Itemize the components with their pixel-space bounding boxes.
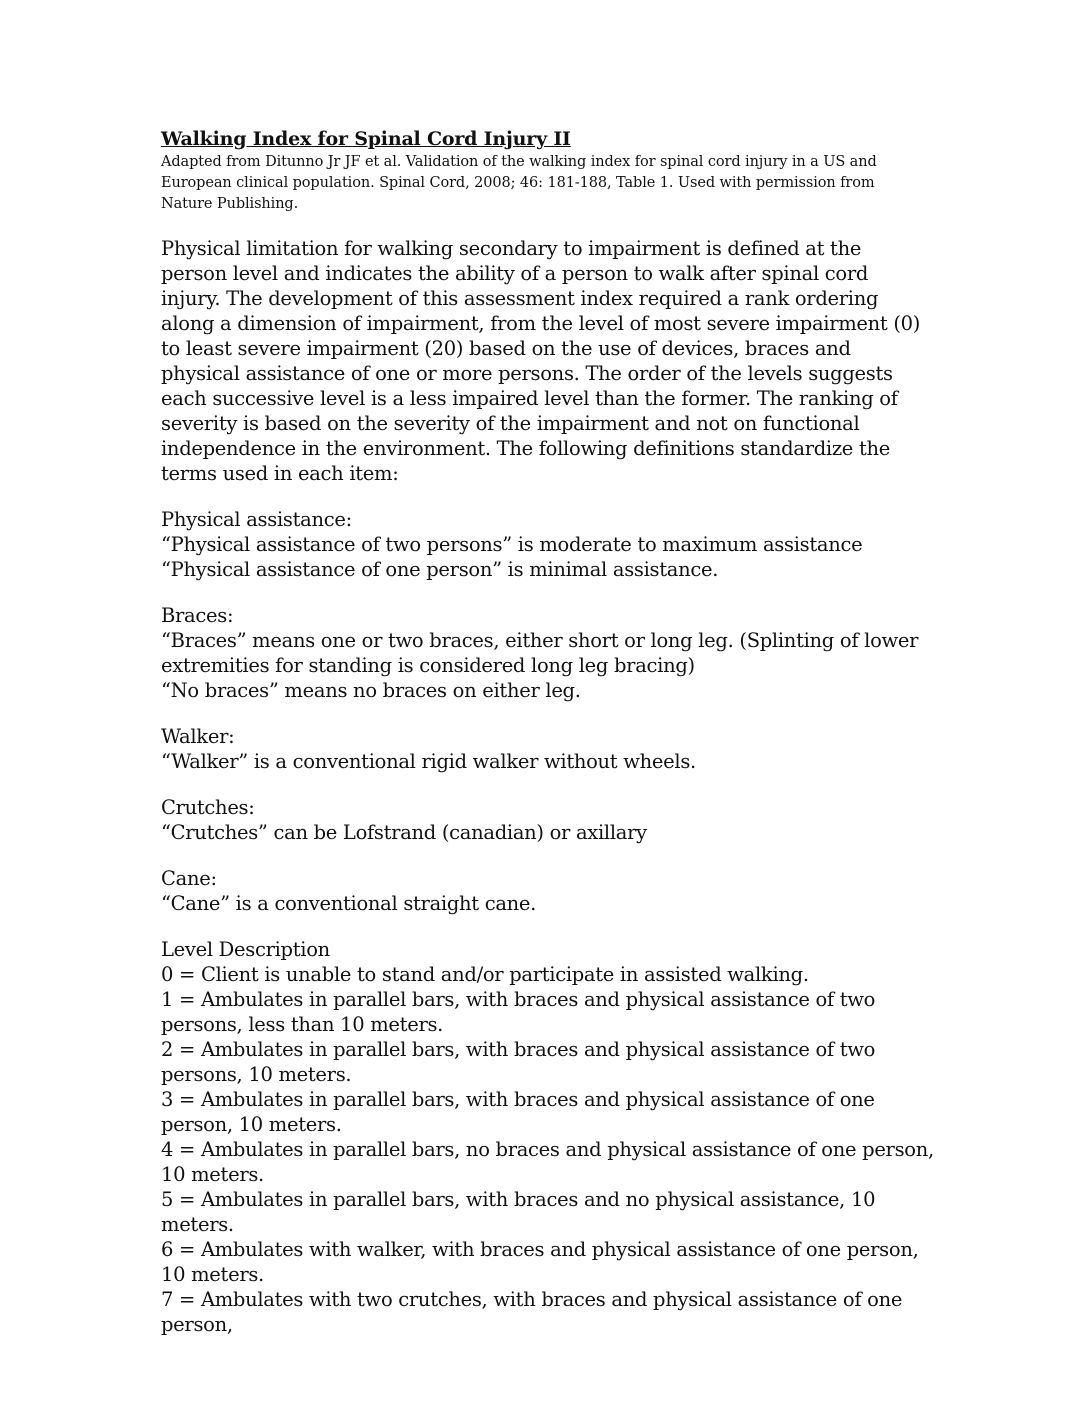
section-walker bbox=[161, 724, 941, 774]
document-page bbox=[161, 126, 941, 1337]
level-item: 4 = Ambulates in parallel bars, no braces and physical assistance of one person, 10 meters. bbox=[161, 1138, 934, 1186]
document-title: Walking Index for Spinal Cord Injury II bbox=[161, 128, 571, 150]
definition-line: “Braces” means one or two braces, either short or long leg. (Splinting of lower extremities for standing is considered long leg bracing) bbox=[161, 629, 919, 677]
citation: Adapted from Ditunno Jr JF et al. Validation of the walking index for spinal cord injury in a US and European clinical population. Spinal Cord, 2008; 46: 181-188, Table 1. Used with permission from Nature Publishing. bbox=[161, 154, 877, 212]
section-heading: Braces: bbox=[161, 604, 234, 627]
section-braces bbox=[161, 603, 941, 703]
level-description-list bbox=[161, 937, 936, 1337]
section-physical-assistance bbox=[161, 507, 941, 582]
definition-line: “Crutches” can be Lofstrand (canadian) or axillary bbox=[161, 821, 647, 844]
definition-line: “No braces” means no braces on either leg. bbox=[161, 679, 581, 702]
levels-heading: Level Description bbox=[161, 938, 330, 961]
section-heading: Crutches: bbox=[161, 796, 255, 819]
intro-paragraph: Physical limitation for walking secondary to impairment is defined at the person level and indicates the ability of a person to walk after spinal cord injury. The development of this assessment index required a rank ordering along a dimension of impairment, from the level of most severe impairment (0) to least severe impairment (20) based on the use of devices, braces and physical assistance of one or more persons. The order of the levels suggests each successive level is a less impaired level than the former. The ranking of severity is based on the severity of the impairment and not on functional independence in the environment. The following definitions standardize the terms used in each item: bbox=[161, 237, 921, 485]
level-item: 2 = Ambulates in parallel bars, with braces and physical assistance of two persons, 10 meters. bbox=[161, 1038, 876, 1086]
section-heading: Walker: bbox=[161, 725, 235, 748]
level-item: 1 = Ambulates in parallel bars, with braces and physical assistance of two persons, less than 10 meters. bbox=[161, 988, 876, 1036]
level-item: 5 = Ambulates in parallel bars, with braces and no physical assistance, 10 meters. bbox=[161, 1188, 876, 1236]
level-item: 3 = Ambulates in parallel bars, with braces and physical assistance of one person, 10 meters. bbox=[161, 1088, 875, 1136]
level-item: 0 = Client is unable to stand and/or participate in assisted walking. bbox=[161, 963, 809, 986]
definition-line: “Walker” is a conventional rigid walker without wheels. bbox=[161, 750, 696, 773]
section-cane bbox=[161, 866, 941, 916]
definition-line: “Physical assistance of one person” is minimal assistance. bbox=[161, 558, 719, 581]
section-heading: Physical assistance: bbox=[161, 508, 352, 531]
level-item: 7 = Ambulates with two crutches, with braces and physical assistance of one person, bbox=[161, 1288, 903, 1336]
definition-line: “Cane” is a conventional straight cane. bbox=[161, 892, 537, 915]
definition-line: “Physical assistance of two persons” is moderate to maximum assistance bbox=[161, 533, 863, 556]
section-heading: Cane: bbox=[161, 867, 217, 890]
section-crutches bbox=[161, 795, 941, 845]
level-item: 6 = Ambulates with walker, with braces and physical assistance of one person, 10 meters. bbox=[161, 1238, 919, 1286]
